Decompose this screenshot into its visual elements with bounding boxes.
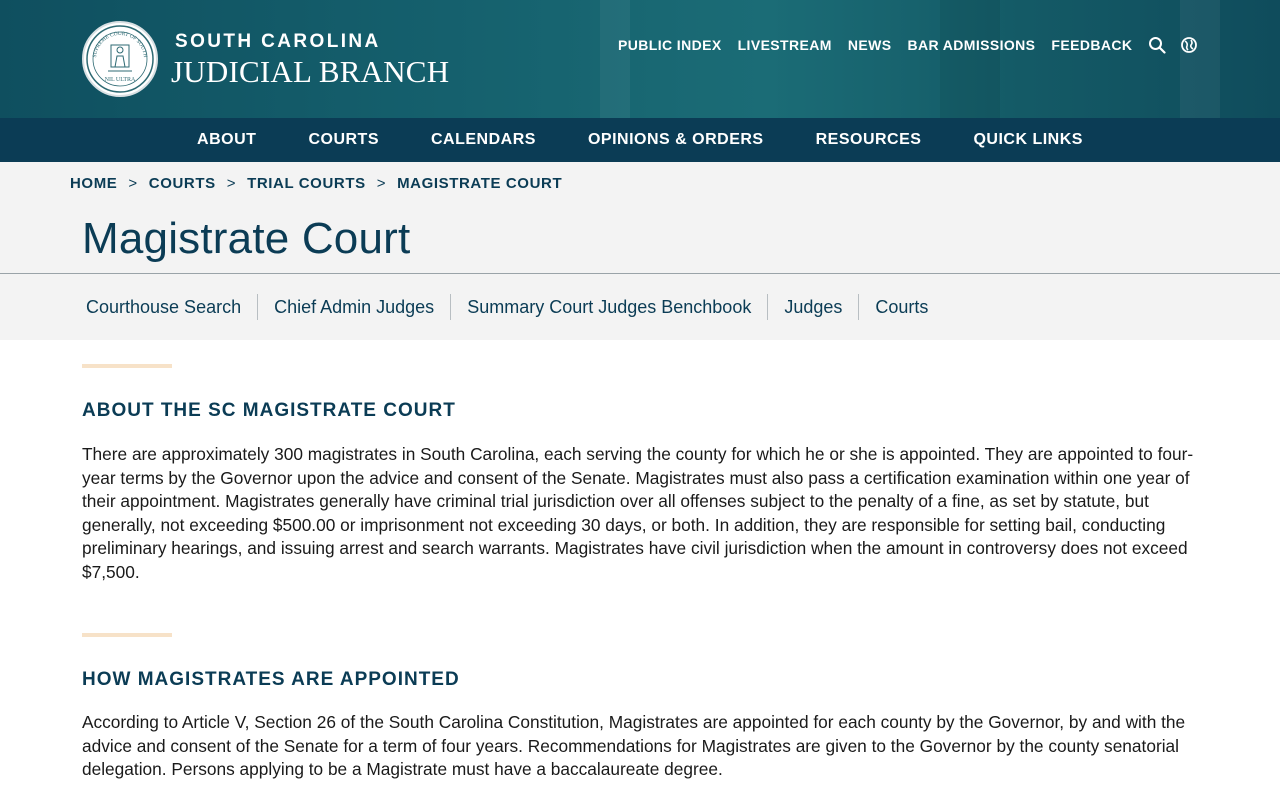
court-seal-logo[interactable] [82, 21, 158, 97]
divider [0, 273, 1280, 274]
banner-texture [940, 0, 1000, 118]
nav-calendars[interactable]: CALENDARS [431, 131, 536, 148]
utility-nav [618, 36, 1212, 54]
brand-state[interactable]: SOUTH CAROLINA [175, 31, 381, 52]
nav-opinions-orders[interactable]: OPINIONS & ORDERS [587, 131, 764, 148]
breadcrumb-home[interactable]: HOME [70, 175, 118, 192]
breadcrumb [70, 175, 562, 192]
page-header [0, 162, 1280, 340]
breadcrumb-courts[interactable]: COURTS [148, 175, 216, 192]
breadcrumb-separator: > [376, 175, 387, 192]
subnav-courthouse-search[interactable]: Courthouse Search [70, 294, 258, 320]
site-header [0, 0, 1280, 118]
section-accent-bar [82, 364, 172, 368]
breadcrumb-separator: > [226, 175, 237, 192]
utility-link-news[interactable]: NEWS [847, 37, 892, 53]
main-nav [0, 118, 1280, 162]
section-heading-appointment: HOW MAGISTRATES ARE APPOINTED [82, 669, 460, 690]
utility-link-livestream[interactable]: LIVESTREAM [737, 37, 832, 53]
utility-link-feedback[interactable]: FEEDBACK [1051, 37, 1133, 53]
subnav-summary-court-judges-benchbook[interactable]: Summary Court Judges Benchbook [451, 294, 768, 320]
seal-text-bottom: NIL ULTRA [104, 77, 136, 83]
subnav-judges[interactable]: Judges [768, 294, 859, 320]
nav-resources[interactable]: RESOURCES [815, 131, 922, 148]
nav-quick-links[interactable]: QUICK LINKS [973, 131, 1083, 148]
section-accent-bar [82, 633, 172, 637]
nav-courts[interactable]: COURTS [308, 131, 379, 148]
brand-name[interactable]: JUDICIAL BRANCH [171, 54, 450, 89]
breadcrumb-trial-courts[interactable]: TRIAL COURTS [247, 175, 366, 192]
banner-texture [600, 0, 630, 118]
utility-link-bar-admissions[interactable]: BAR ADMISSIONS [907, 37, 1036, 53]
subnav-courts[interactable]: Courts [875, 297, 929, 317]
seal-icon [84, 23, 156, 95]
section-body-appointment: According to Article V, Section 26 of the South Carolina Constitution, Magistrates are appointed for each county by the Governor, by and with the advice and consent of the Senate for a term of four years. Recommendations for Magistrates are given to the Governor by the county senatorial delegation. Persons applying to be a Magistrate must have a baccalaureate degree. [82, 712, 1186, 779]
subnav-chief-admin-judges[interactable]: Chief Admin Judges [258, 294, 451, 320]
page-title: Magistrate Court [82, 214, 411, 263]
nav-about[interactable]: ABOUT [197, 131, 257, 148]
banner-texture [1180, 0, 1220, 118]
breadcrumb-separator: > [128, 175, 138, 192]
globe-icon[interactable] [1180, 36, 1198, 54]
breadcrumb-magistrate-court[interactable]: MAGISTRATE COURT [397, 175, 563, 192]
seal-text-top: SUPREME COURT OF SOUTH [92, 30, 148, 58]
utility-link-public-index[interactable]: PUBLIC INDEX [618, 37, 722, 53]
section-heading-about: ABOUT THE SC MAGISTRATE COURT [82, 400, 456, 421]
search-icon[interactable] [1148, 36, 1166, 54]
section-subnav [70, 294, 944, 320]
section-body-about: There are approximately 300 magistrates in South Carolina, each serving the county for which he or she is appointed. They are appointed to four-year terms by the Governor upon the advice and consent of the Senate. Magistrates must also pass a certification examination within one year of their appointment. Magistrates generally have criminal trial jurisdiction over all offenses subject to the penalty of a fine, as set by statute, but generally, not exceeding $500.00 or imprisonment not exceeding 30 days, or both. In addition, they are responsible for setting bail, conducting preliminary hearings, and issuing arrest and search warrants. Magistrates have civil jurisdiction when the amount in controversy does not exceed $7,500. [82, 444, 1194, 582]
